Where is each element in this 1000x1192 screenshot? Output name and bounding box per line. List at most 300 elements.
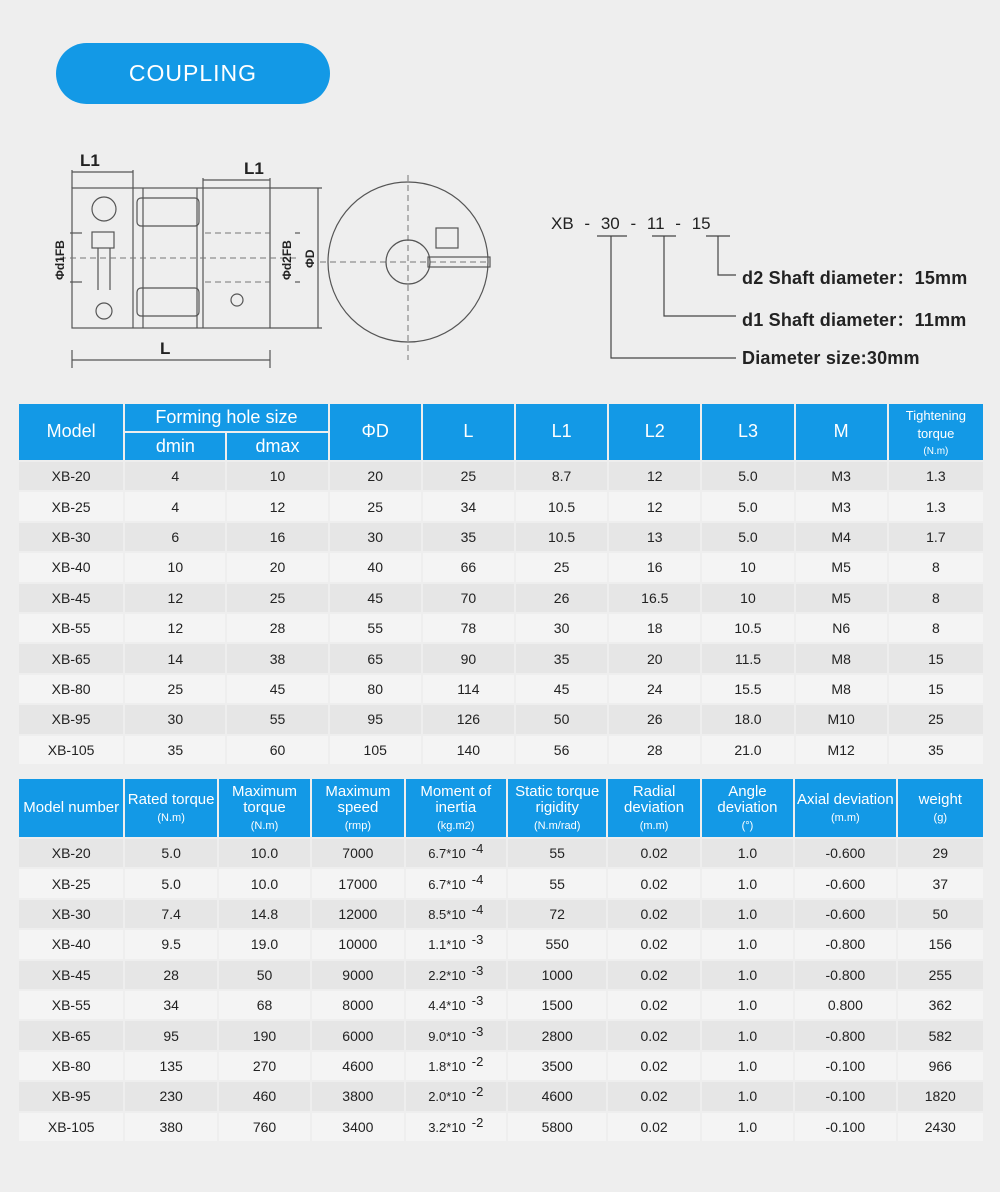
table-cell: 5800 xyxy=(508,1113,606,1141)
table-cell: 1.7 xyxy=(889,523,983,551)
table-cell: 50 xyxy=(516,705,607,733)
table-cell: 1.3 xyxy=(889,492,983,520)
col-header-unit: (kg.m2) xyxy=(437,819,475,832)
table-cell: 0.02 xyxy=(608,991,699,1019)
table-cell: 20 xyxy=(609,644,700,672)
table-cell: 35 xyxy=(423,523,514,551)
inertia-exponent: -3 xyxy=(471,1023,484,1039)
table-row xyxy=(19,462,983,490)
table-cell: 156 xyxy=(898,930,983,958)
table-cell: 20 xyxy=(227,553,327,581)
page-title: COUPLING xyxy=(56,43,330,104)
table-cell: XB-105 xyxy=(19,736,123,764)
inertia-mantissa: 2.0*10 xyxy=(428,1089,466,1105)
col-forming-hole: Forming hole size xyxy=(125,404,327,431)
col-header-label: Maximum speed xyxy=(325,782,391,817)
table-cell: 0.02 xyxy=(608,869,699,897)
table-cell: 78 xyxy=(423,614,514,642)
legend-d2: d2 Shaft diameter：15mm xyxy=(742,268,968,288)
table-cell: N6 xyxy=(796,614,887,642)
table-cell: 1.0 xyxy=(702,1082,793,1110)
inertia-exponent: -4 xyxy=(471,901,484,917)
inertia-mantissa: 1.1*10 xyxy=(428,937,466,953)
table-cell: 5.0 xyxy=(702,492,793,520)
table-cell: 105 xyxy=(330,736,421,764)
table-cell: 1820 xyxy=(898,1082,983,1110)
col-od: ΦD xyxy=(330,404,421,460)
table-cell: 8 xyxy=(889,584,983,612)
table-cell: 380 xyxy=(125,1113,216,1141)
table-cell: 4600 xyxy=(312,1052,403,1080)
table-cell: 10000 xyxy=(312,930,403,958)
table-cell: 362 xyxy=(898,991,983,1019)
table-cell: 10 xyxy=(125,553,225,581)
table-cell: 1.0 xyxy=(702,991,793,1019)
col-header-unit: (rmp) xyxy=(344,819,372,832)
table-cell: 30 xyxy=(516,614,607,642)
table-cell: 35 xyxy=(516,644,607,672)
table-cell: M3 xyxy=(796,462,887,490)
table-cell: 25 xyxy=(889,705,983,733)
table-cell: 95 xyxy=(330,705,421,733)
table-cell: M5 xyxy=(796,553,887,581)
table-cell: 18 xyxy=(609,614,700,642)
table-cell: 20 xyxy=(330,462,421,490)
col-l2: L2 xyxy=(609,404,700,460)
l1-left-label: L1 xyxy=(80,151,100,170)
table-cell: 25 xyxy=(227,584,327,612)
table-cell: 34 xyxy=(125,991,216,1019)
table-cell: 38 xyxy=(227,644,327,672)
col-header xyxy=(219,779,310,837)
table-cell: 8000 xyxy=(312,991,403,1019)
table-cell: XB-25 xyxy=(19,869,123,897)
table-cell: 10.5 xyxy=(702,614,793,642)
table-cell: 34 xyxy=(423,492,514,520)
table-cell: 66 xyxy=(423,553,514,581)
table-cell: 760 xyxy=(219,1113,310,1141)
table-cell: 50 xyxy=(898,900,983,928)
performance-table xyxy=(17,777,985,1143)
inertia-exponent: -4 xyxy=(471,841,484,857)
table-cell xyxy=(406,839,506,867)
table-cell: 25 xyxy=(330,492,421,520)
inertia-mantissa: 6.7*10 xyxy=(428,846,466,862)
inertia-exponent: -3 xyxy=(471,962,484,978)
table-cell: 3500 xyxy=(508,1052,606,1080)
table-cell: XB-95 xyxy=(19,705,123,733)
table-row xyxy=(19,614,983,642)
table-cell: -0.800 xyxy=(795,930,895,958)
table-row xyxy=(19,1082,983,1110)
table-cell: 55 xyxy=(330,614,421,642)
table-cell: M5 xyxy=(796,584,887,612)
table-cell: 10 xyxy=(702,553,793,581)
table-cell: XB-80 xyxy=(19,1052,123,1080)
col-header-unit: (m.m) xyxy=(830,811,860,824)
table-cell: XB-45 xyxy=(19,584,123,612)
table-cell: -0.800 xyxy=(795,961,895,989)
table-row xyxy=(19,869,983,897)
code-part: - xyxy=(675,214,681,233)
inertia-exponent: -2 xyxy=(471,1084,484,1100)
inertia-mantissa: 1.8*10 xyxy=(428,1058,466,1074)
table-cell: 5.0 xyxy=(125,869,216,897)
table-cell: XB-40 xyxy=(19,553,123,581)
table-row xyxy=(19,961,983,989)
table-cell: 255 xyxy=(898,961,983,989)
col-l3: L3 xyxy=(702,404,793,460)
table-cell: 7000 xyxy=(312,839,403,867)
table-row xyxy=(19,1052,983,1080)
table-cell: 0.02 xyxy=(608,1113,699,1141)
col-header-unit: (N.m) xyxy=(250,819,279,832)
table-cell: 1.0 xyxy=(702,1052,793,1080)
table-cell: 72 xyxy=(508,900,606,928)
table-cell: 114 xyxy=(423,675,514,703)
col-header-label: Rated torque xyxy=(127,791,215,809)
table-cell: 13 xyxy=(609,523,700,551)
table-cell xyxy=(406,961,506,989)
table-cell: 8 xyxy=(889,614,983,642)
table-cell: M4 xyxy=(796,523,887,551)
table-cell: 35 xyxy=(889,736,983,764)
table-cell: 10.0 xyxy=(219,869,310,897)
legend-leader-lines xyxy=(0,0,1000,400)
table-cell: 1.0 xyxy=(702,869,793,897)
col-header xyxy=(608,779,699,837)
col-model: Model xyxy=(19,404,123,460)
table-cell: 6 xyxy=(125,523,225,551)
col-header-label: Static torque rigidity xyxy=(515,782,600,817)
table-cell xyxy=(406,930,506,958)
col-header-label: Model number xyxy=(23,798,120,816)
legend-d1: d1 Shaft diameter：11mm xyxy=(742,310,967,330)
table-cell: XB-55 xyxy=(19,991,123,1019)
table-cell xyxy=(406,1052,506,1080)
table-cell: 65 xyxy=(330,644,421,672)
code-part: 11 xyxy=(646,214,665,233)
table-cell: 230 xyxy=(125,1082,216,1110)
table-cell: 45 xyxy=(330,584,421,612)
table-cell: 135 xyxy=(125,1052,216,1080)
table-cell: 966 xyxy=(898,1052,983,1080)
code-part: XB xyxy=(551,214,574,233)
table-cell: -0.100 xyxy=(795,1113,895,1141)
table-cell: 15.5 xyxy=(702,675,793,703)
table-cell: 16 xyxy=(609,553,700,581)
table-cell: 55 xyxy=(227,705,327,733)
inertia-mantissa: 3.2*10 xyxy=(428,1119,466,1135)
table-cell: 0.02 xyxy=(608,1021,699,1049)
col-l1: L1 xyxy=(516,404,607,460)
code-part: 30 xyxy=(600,214,620,233)
table-cell: 12 xyxy=(609,492,700,520)
table-cell: 5.0 xyxy=(702,462,793,490)
table-cell: 11.5 xyxy=(702,644,793,672)
table-cell: 12 xyxy=(125,584,225,612)
table-cell: XB-40 xyxy=(19,930,123,958)
legend-diameter: Diameter size:30mm xyxy=(742,348,920,368)
table-cell: 95 xyxy=(125,1021,216,1049)
col-header-label: Moment of inertia xyxy=(420,782,492,817)
code-part: - xyxy=(584,214,591,233)
table-cell: 8 xyxy=(889,553,983,581)
table-cell: 37 xyxy=(898,869,983,897)
table-cell: 1.0 xyxy=(702,961,793,989)
table-cell: 582 xyxy=(898,1021,983,1049)
table-cell: 0.02 xyxy=(608,930,699,958)
table-row xyxy=(19,1113,983,1141)
table-cell: -0.100 xyxy=(795,1082,895,1110)
table-cell: 16 xyxy=(227,523,327,551)
table-row xyxy=(19,705,983,733)
table-cell: 5.0 xyxy=(125,839,216,867)
col-header xyxy=(406,779,506,837)
table-cell: XB-55 xyxy=(19,614,123,642)
table-cell: XB-30 xyxy=(19,523,123,551)
table-cell: 26 xyxy=(516,584,607,612)
table-cell: XB-25 xyxy=(19,492,123,520)
d2-label: Φd2FB xyxy=(280,240,294,280)
table-cell: 126 xyxy=(423,705,514,733)
d1-label: Φd1FB xyxy=(53,240,67,280)
table-cell: 10 xyxy=(227,462,327,490)
col-header-label: Radial deviation xyxy=(624,782,685,817)
table-cell: 25 xyxy=(423,462,514,490)
table-cell: -0.600 xyxy=(795,869,895,897)
inertia-mantissa: 8.5*10 xyxy=(428,906,466,922)
table-row xyxy=(19,1021,983,1049)
table-cell: 12000 xyxy=(312,900,403,928)
table-cell: 0.800 xyxy=(795,991,895,1019)
table-cell: 1.0 xyxy=(702,1113,793,1141)
table-cell: 3800 xyxy=(312,1082,403,1110)
table-cell xyxy=(406,869,506,897)
table-cell: 1000 xyxy=(508,961,606,989)
table-cell: 14.8 xyxy=(219,900,310,928)
col-header-unit: (N.m) xyxy=(157,811,185,824)
table-cell: M12 xyxy=(796,736,887,764)
table-row xyxy=(19,839,983,867)
table-cell: 0.02 xyxy=(608,1052,699,1080)
table-cell: M10 xyxy=(796,705,887,733)
table-cell: 55 xyxy=(508,839,606,867)
table-cell: 16.5 xyxy=(609,584,700,612)
table-cell: XB-65 xyxy=(19,644,123,672)
table-row xyxy=(19,991,983,1019)
table-cell: 550 xyxy=(508,930,606,958)
table-cell: 19.0 xyxy=(219,930,310,958)
table-cell: 3400 xyxy=(312,1113,403,1141)
col-header xyxy=(898,779,983,837)
table-row xyxy=(19,492,983,520)
table-cell: 30 xyxy=(125,705,225,733)
table-cell: 21.0 xyxy=(702,736,793,764)
col-header xyxy=(125,779,216,837)
table-cell: 190 xyxy=(219,1021,310,1049)
table-cell: XB-30 xyxy=(19,900,123,928)
table-cell: 140 xyxy=(423,736,514,764)
table-cell: 45 xyxy=(227,675,327,703)
table-cell: XB-80 xyxy=(19,675,123,703)
table-cell: 4 xyxy=(125,492,225,520)
inertia-exponent: -2 xyxy=(471,1053,484,1069)
table-cell: 1.0 xyxy=(702,930,793,958)
table-cell: 5.0 xyxy=(702,523,793,551)
dimensions-table xyxy=(17,402,985,766)
table-cell: 8.7 xyxy=(516,462,607,490)
table-cell: 55 xyxy=(508,869,606,897)
table-cell xyxy=(406,1113,506,1141)
col-header-unit: (m.m) xyxy=(639,819,669,832)
table-row xyxy=(19,644,983,672)
table-cell: 56 xyxy=(516,736,607,764)
table-cell: 30 xyxy=(330,523,421,551)
table-cell: 90 xyxy=(423,644,514,672)
col-dmax: dmax xyxy=(227,433,327,460)
table-cell: -0.600 xyxy=(795,839,895,867)
table-cell: 26 xyxy=(609,705,700,733)
inertia-mantissa: 2.2*10 xyxy=(428,967,466,983)
table-row xyxy=(19,553,983,581)
col-dmin: dmin xyxy=(125,433,225,460)
col-m: M xyxy=(796,404,887,460)
table-cell: 68 xyxy=(219,991,310,1019)
l1-right-label: L1 xyxy=(244,159,264,178)
table-row xyxy=(19,900,983,928)
table-cell: 28 xyxy=(227,614,327,642)
table-cell: 15 xyxy=(889,675,983,703)
table-cell xyxy=(406,900,506,928)
col-header-label: Maximum torque xyxy=(231,782,297,817)
table-row xyxy=(19,736,983,764)
table-cell: XB-20 xyxy=(19,839,123,867)
col-header xyxy=(312,779,403,837)
table-cell: 12 xyxy=(125,614,225,642)
col-header-unit: (g) xyxy=(933,811,947,824)
table-row xyxy=(19,675,983,703)
inertia-exponent: -3 xyxy=(471,993,484,1009)
table-cell: 10 xyxy=(702,584,793,612)
table-cell: 25 xyxy=(516,553,607,581)
col-header-label: Axial deviation xyxy=(796,791,894,809)
col-header xyxy=(19,779,123,837)
table-cell: 6000 xyxy=(312,1021,403,1049)
table-cell: M8 xyxy=(796,675,887,703)
tightening-torque-label: Tightening torque xyxy=(905,408,966,441)
table-cell: 12 xyxy=(609,462,700,490)
table-cell: -0.800 xyxy=(795,1021,895,1049)
col-header-label: weight xyxy=(918,791,962,809)
table-cell: 28 xyxy=(125,961,216,989)
col-header-unit: (N.m/rad) xyxy=(533,819,581,832)
table-row xyxy=(19,523,983,551)
inertia-mantissa: 4.4*10 xyxy=(428,998,466,1014)
table-cell: XB-95 xyxy=(19,1082,123,1110)
table-cell: 0.02 xyxy=(608,1082,699,1110)
code-part: - xyxy=(630,214,637,233)
tightening-torque-unit: (N.m) xyxy=(923,445,949,457)
col-header-label: Angle deviation xyxy=(717,782,778,817)
inertia-exponent: -3 xyxy=(471,932,484,948)
col-header xyxy=(702,779,793,837)
l-label: L xyxy=(160,339,171,358)
table-cell: 10.0 xyxy=(219,839,310,867)
inertia-mantissa: 9.0*10 xyxy=(428,1028,466,1044)
table-cell: 1.0 xyxy=(702,839,793,867)
table-cell: 9000 xyxy=(312,961,403,989)
col-header-unit: (°) xyxy=(741,819,754,832)
table-cell: 18.0 xyxy=(702,705,793,733)
table-cell: 9.5 xyxy=(125,930,216,958)
table-cell: 80 xyxy=(330,675,421,703)
od-label: ΦD xyxy=(303,249,317,268)
table-cell: 2430 xyxy=(898,1113,983,1141)
table-cell: 1500 xyxy=(508,991,606,1019)
table-cell: 460 xyxy=(219,1082,310,1110)
table-cell: 1.0 xyxy=(702,1021,793,1049)
table-cell: 25 xyxy=(125,675,225,703)
inertia-exponent: -4 xyxy=(471,871,484,887)
table-cell: 0.02 xyxy=(608,961,699,989)
table-cell: -0.600 xyxy=(795,900,895,928)
table-cell: 12 xyxy=(227,492,327,520)
table-cell: 1.3 xyxy=(889,462,983,490)
table-cell: 28 xyxy=(609,736,700,764)
inertia-exponent: -2 xyxy=(471,1114,484,1130)
table-cell: -0.100 xyxy=(795,1052,895,1080)
table-cell: XB-45 xyxy=(19,961,123,989)
table-cell: XB-20 xyxy=(19,462,123,490)
table-cell: 29 xyxy=(898,839,983,867)
table-cell xyxy=(406,1082,506,1110)
table-cell: 50 xyxy=(219,961,310,989)
table-cell: 0.02 xyxy=(608,839,699,867)
table-cell: 0.02 xyxy=(608,900,699,928)
col-header xyxy=(795,779,895,837)
table-cell: 40 xyxy=(330,553,421,581)
col-tightening-torque xyxy=(889,404,983,460)
table-cell: XB-65 xyxy=(19,1021,123,1049)
table-cell xyxy=(406,1021,506,1049)
col-header xyxy=(508,779,606,837)
table-cell: 70 xyxy=(423,584,514,612)
table-cell: 10.5 xyxy=(516,523,607,551)
table-cell: 15 xyxy=(889,644,983,672)
table-cell: 24 xyxy=(609,675,700,703)
table-cell: 17000 xyxy=(312,869,403,897)
table-cell: M3 xyxy=(796,492,887,520)
table-cell: 2800 xyxy=(508,1021,606,1049)
table-cell: 270 xyxy=(219,1052,310,1080)
table-cell: 1.0 xyxy=(702,900,793,928)
table-cell: XB-105 xyxy=(19,1113,123,1141)
table-cell: 45 xyxy=(516,675,607,703)
table-cell: 7.4 xyxy=(125,900,216,928)
table-row xyxy=(19,584,983,612)
table-cell: 10.5 xyxy=(516,492,607,520)
inertia-mantissa: 6.7*10 xyxy=(428,876,466,892)
table-cell xyxy=(406,991,506,1019)
col-l: L xyxy=(423,404,514,460)
table-cell: 14 xyxy=(125,644,225,672)
table-cell: 4 xyxy=(125,462,225,490)
table-cell: 60 xyxy=(227,736,327,764)
table-cell: 35 xyxy=(125,736,225,764)
table-cell: M8 xyxy=(796,644,887,672)
table-row xyxy=(19,930,983,958)
